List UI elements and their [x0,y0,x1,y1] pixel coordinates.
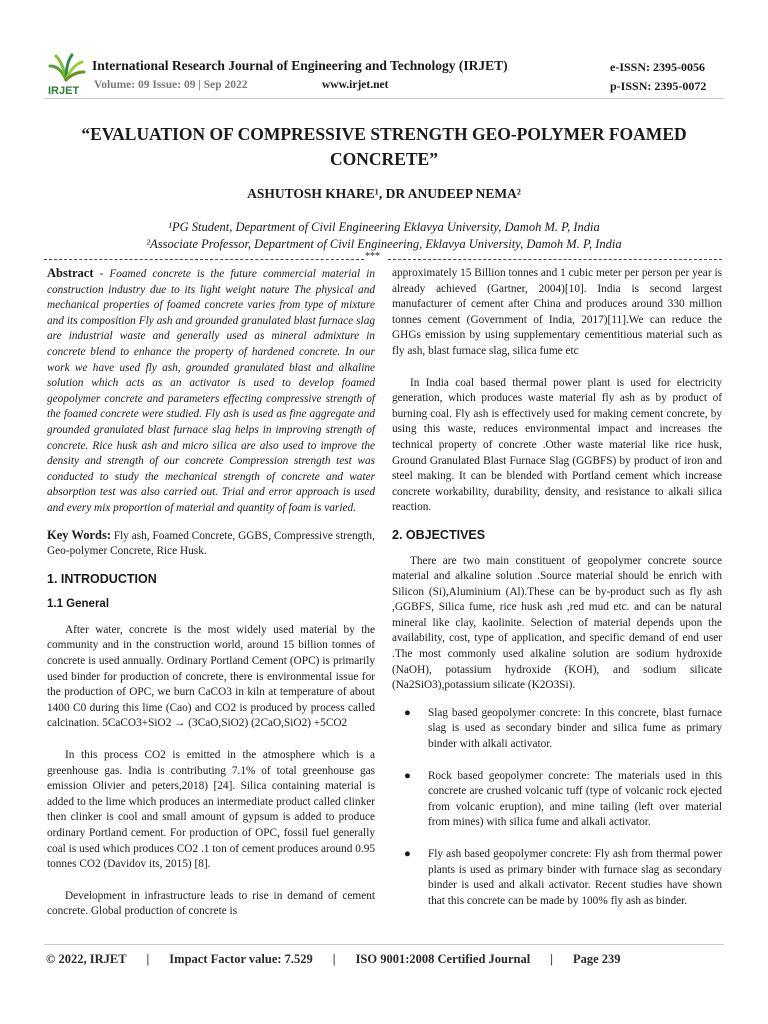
journal-name: International Research Journal of Engineering and Technology (IRJET) [92,58,508,73]
abstract-body: - Foamed concrete is the future commercial material in construction industry due to its light weight nature The physical and mechanical properties of foamed concrete varies from type of mixture and its composition Fly ash and grounded granulated blast furnace slag are industrial waste and generally used as mineral admixture in concrete blend to enhance the property of hardened concrete. In our work we have used fly ash, grounded granulated blast and alkaline solution which acts as an activator is used to develop foamed geopolymer concrete and parameters effecting compressive strength of the foamed concrete were studied. Fly ash is used as fine aggregate and grounded granulated blast furnace slag helps in improving strength of concrete. Rice husk ash and micro silica are also used to improve the density and strength of our concrete Compression strength test was conducted to study the mechanical strength of concrete and water absorption test was also carried out. Trial and error approach is used and every mix proportion of material and quantity of foam is varied. [47,268,375,514]
separator-mark: *** [365,251,380,262]
svg-text:IRJET: IRJET [48,85,80,96]
keywords-heading: Key Words: [47,527,112,542]
bullet-icon: ● [404,769,411,782]
footer-separator: | [550,952,553,966]
e-issn: e-ISSN: 2395-0056 [610,60,705,74]
footer-iso: ISO 9001:2008 Certified Journal [355,952,531,966]
bullet-icon: ● [404,848,411,860]
footer-page-number: Page 239 [572,952,621,966]
bullet-icon: ● [404,706,411,719]
footer-copyright: © 2022, IRJET [46,952,127,966]
header-divider [44,98,724,99]
right-column [392,266,722,909]
objectives-paragraph: There are two main constituent of geopolymer concrete source material and alkaline solution .Source material should be enrich with Silicon (Si),Aluminium (Al).These can be by-product such as fly ash ,GGBFS, Silica fume, rice husk ash ,red mud etc. and can be natural mineral like clay, kaolinite. Selection of material depends upon the availability, cost, type of application, and specific demand of end user .The most commonly used alkaline solution are sodium hydroxide (NaOH), potassium hydroxide (KOH), and sodium silicate (Na2SiO3),potassium silicate (K2O3Si). [392,554,722,692]
abstract-heading: Abstract [47,266,94,280]
list-item [392,706,722,753]
list-item [392,847,722,909]
irjet-logo-icon [44,52,88,96]
list-item-text: Rock based geopolymer concrete: The materials used in this concrete are crushed volcanic tuff (type of volcanic rock ejected from volcanic eruption), and mine tailing (left over material from mines) with silica fume and alkali activator. [428,769,722,829]
intro-paragraph-4: In India coal based thermal power plant is used for electricity generation, which produces waste material fly ash as by product of burning coal. Fly ash is effectively used for making cement concrete, by using this waste, reduces environmental impact and increases the technical property of concrete .Other waste material like rice husk, Ground Granulated Blast Furnace Slag (GGBFS) by product of iron and steel making. It can be blended with Portland cement which increase concrete workability, durability, density, and resistance to alkali silica reaction. [392,376,722,514]
geopolymer-types-list [392,706,722,910]
affiliation-1: ¹PG Student, Department of Civil Engineering Eklavya University, Damoh M. P, India [168,220,600,234]
abstract [47,266,375,517]
journal-website[interactable]: www.irjet.net [322,79,389,91]
list-item [392,769,722,831]
keywords-body: Fly ash, Foamed Concrete, GGBS, Compressive strength, Geo-polymer Concrete, Rice Husk. [47,529,375,558]
footer-separator: | [332,952,336,966]
page-footer [46,952,726,967]
footer-divider [44,944,724,945]
footer-impact-factor: Impact Factor value: 7.529 [169,952,313,966]
list-item-text: Fly ash based geopolymer concrete: Fly ash from thermal power plants is used as primary binder with furnace slag as secondary binder is used and alkali activator. Recent studies have shown that this concrete can be made by 100% fly ash as binder. [428,848,722,907]
intro-paragraph-1: After water, concrete is the most widely used material by the community and in the construction world, around 15 billion tonnes of concrete is used annually. Ordinary Portland Cement (OPC) is primarily used binder for production of concrete, there is environmental issue for the production of OPC, we burn CaCO3 in kiln at temperature of about 1400 C0 during this lime (Cao) and CO2 is produced by process called calcination. 5CaCO3+SiO2 → (3CaO,SiO2) (2CaO,SiO2) +5CO2 [47,623,375,730]
left-column [47,266,375,920]
affiliation-2: ²Associate Professor, Department of Civil Engineering, Eklavya University, Damoh M. P, India [146,237,622,251]
section-heading-introduction: 1. INTRODUCTION [47,571,157,586]
volume-issue: Volume: 09 Issue: 09 | Sep 2022 [94,79,248,91]
keywords [47,528,375,560]
separator-line-left [44,259,364,260]
paper-authors: ASHUTOSH KHARE¹, DR ANUDEEP NEMA² [247,186,521,201]
intro-paragraph-3: Development in infrastructure leads to rise in demand of cement concrete. Global production of concrete is [47,889,375,918]
irjet-logo [44,52,88,96]
paper-title: “EVALUATION OF COMPRESSIVE STRENGTH GEO-POLYMER FOAMED CONCRETE” [81,124,687,169]
intro-paragraph-2: In this process CO2 is emitted in the atmosphere which is a greenhouse gas. India is contributing 7.1% of total greenhouse gas emission Olivier and peters,2018) [24]. Silica containing material is added to the lime which produces an intermediate product called clinker then clinker is cool and small amount of gypsum is added to produce ordinary Portland cement. For production of OPC, fossil fuel generally coal is used which produces CO2 .1 ton of cement produces around 0.95 tonnes CO2 (Davidov its, 2015) [8]. [47,749,375,871]
footer-separator: | [146,952,150,966]
list-item-text: Slag based geopolymer concrete: In this concrete, blast furnace slag is used as secondary binder and silica fume as primary binder with alkali activator. [428,706,722,751]
intro-continuation: approximately 15 Billion tonnes and 1 cubic meter per person per year is already achieved (Gartner, 2004)[10]. India is second largest manufacturer of cement after China and produces around 330 million tonnes cement (Government of India, 2017)[11].We can reduce the GHGs emission by using supplementary cementitious material such as fly ash, blast furnace slag, silica fume etc [392,267,722,357]
section-heading-objectives: 2. OBJECTIVES [392,527,486,542]
p-issn: p-ISSN: 2395-0072 [610,79,707,93]
separator-line-right [388,259,722,260]
subsection-heading-general: 1.1 General [47,598,110,611]
